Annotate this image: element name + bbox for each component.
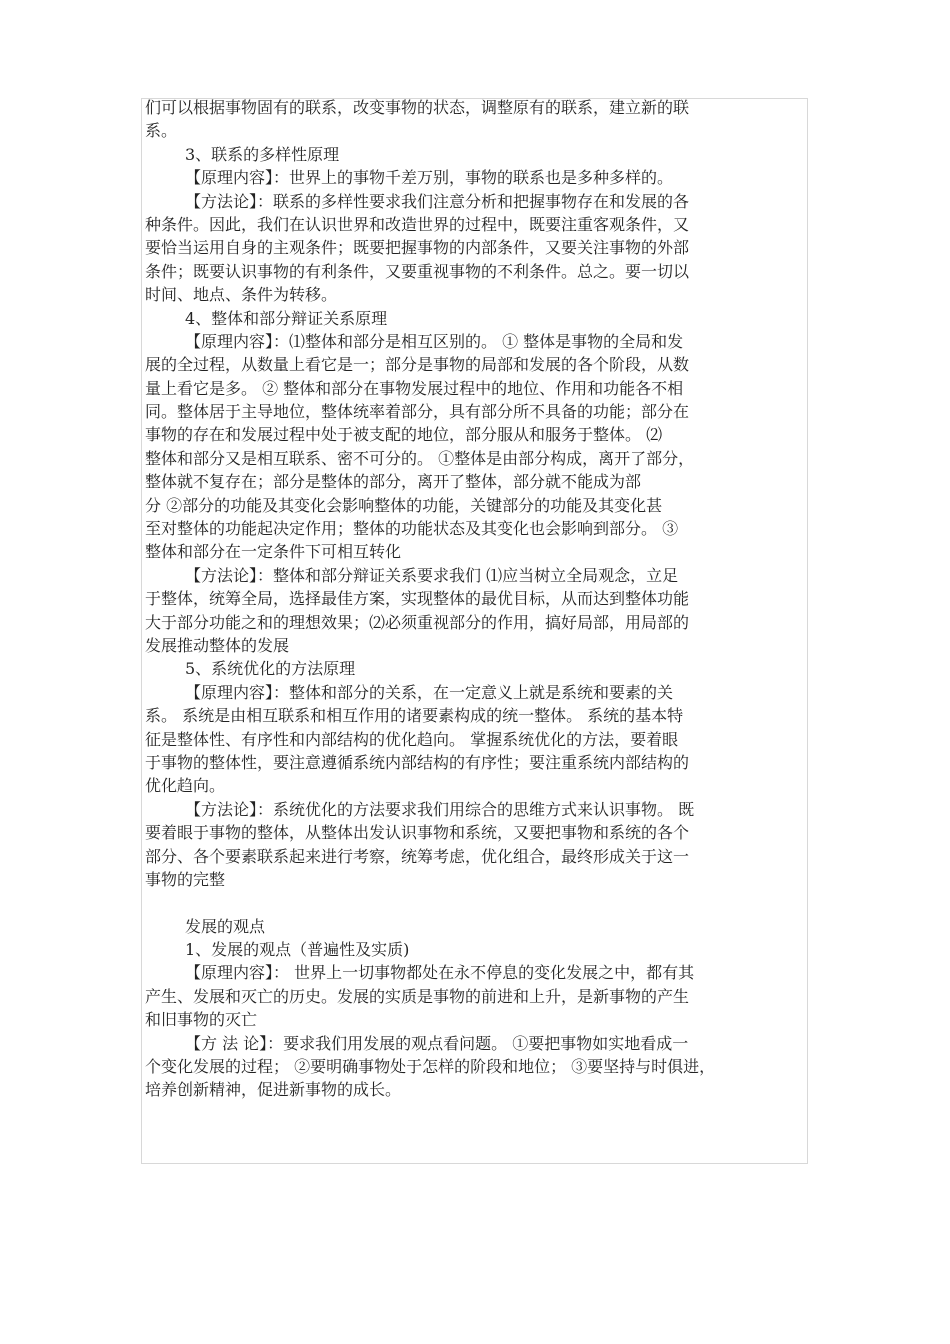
text-line: 系。 系统是由相互联系和相互作用的诸要素构成的统一整体。 系统的基本特 xyxy=(145,706,684,726)
text-line: 至对整体的功能起决定作用；整体的功能状态及其变化也会影响到部分。 ③ xyxy=(145,519,679,539)
text-line: 部分、各个要素联系起来进行考察，统筹考虑，优化组合，最终形成关于这一 xyxy=(145,846,690,866)
text-line: 【方法论】：系统优化的方法要求我们用综合的思维方式来认识事物。 既 xyxy=(185,799,695,819)
text-line: 5、系统优化的方法原理 xyxy=(185,659,356,679)
text-line: 个变化发展的过程； ②要明确事物处于怎样的阶段和地位； ③要坚持与时俱进， xyxy=(145,1057,716,1077)
text-line: 量上看它是多。 ② 整体和部分在事物发展过程中的地位、作用和功能各不相 xyxy=(145,378,684,398)
text-line: 分 ②部分的功能及其变化会影响整体的功能，关键部分的功能及其变化甚 xyxy=(145,495,663,515)
text-line: 优化趋向。 xyxy=(145,776,226,796)
text-line: 【原理内容】： 世界上一切事物都处在永不停息的变化发展之中，都有其 xyxy=(185,963,695,983)
text-line: 要着眼于事物的整体，从整体出发认识事物和系统，又要把事物和系统的各个 xyxy=(145,823,690,843)
text-line: 整体和部分在一定条件下可相互转化 xyxy=(145,542,402,562)
text-line: 发展的观点 xyxy=(185,916,266,936)
text-line: 系。 xyxy=(145,121,178,141)
text-line: 时间、地点、条件为转移。 xyxy=(145,285,338,305)
text-line: 于整体，统筹全局，选择最佳方案，实现整体的最优目标，从而达到整体功能 xyxy=(145,589,690,609)
text-line: 1、发展的观点（普遍性及实质) xyxy=(185,940,410,960)
text-line: 【方法论】：联系的多样性要求我们注意分析和把握事物存在和发展的各 xyxy=(185,191,690,211)
text-line: 和旧事物的灭亡 xyxy=(145,1010,258,1030)
text-line: 种条件。因此，我们在认识世界和改造世界的过程中，既要注重客观条件，又 xyxy=(145,214,690,234)
text-line: 整体就不复存在；部分是整体的部分，离开了整体，部分就不能成为部 xyxy=(145,472,642,492)
text-line: 征是整体性、有序性和内部结构的优化趋向。 掌握系统优化的方法，要着眼 xyxy=(145,729,679,749)
document-body xyxy=(145,96,810,1102)
blank-line xyxy=(145,891,810,914)
text-line: 们可以根据事物固有的联系，改变事物的状态，调整原有的联系，建立新的联 xyxy=(145,98,690,117)
text-line: 于事物的整体性，要注意遵循系统内部结构的有序性；要注重系统内部结构的 xyxy=(145,752,690,772)
text-line: 大于部分功能之和的理想效果；⑵必须重视部分的作用，搞好局部，用局部的 xyxy=(145,612,690,632)
text-line: 【原理内容】：整体和部分的关系，在一定意义上就是系统和要素的关 xyxy=(185,682,674,702)
text-line: 要恰当运用自身的主观条件；既要把握事物的内部条件，又要关注事物的外部 xyxy=(145,238,690,258)
text-line: 产生、发展和灭亡的历史。发展的实质是事物的前进和上升，是新事物的产生 xyxy=(145,986,690,1006)
text-line: 事物的完整 xyxy=(145,869,226,889)
text-line: 展的全过程，从数量上看它是一；部分是事物的局部和发展的各个阶段，从数 xyxy=(145,355,690,375)
text-line: 培养创新精神，促进新事物的成长。 xyxy=(145,1080,402,1100)
text-line: 【原理内容】：⑴整体和部分是相互区别的。 ① 整体是事物的全局和发 xyxy=(185,331,684,351)
text-line: 【方 法 论】：要求我们用发展的观点看问题。 ①要把事物如实地看成一 xyxy=(185,1033,689,1053)
text-line: 【方法论】：整体和部分辩证关系要求我们 ⑴应当树立全局观念，立足 xyxy=(185,565,679,585)
text-line: 发展推动整体的发展 xyxy=(145,635,290,655)
text-line: 事物的存在和发展过程中处于被支配的地位，部分服从和服务于整体。 ⑵ xyxy=(145,425,663,445)
text-line: 同。整体居于主导地位，整体统率着部分，具有部分所不具备的功能；部分在 xyxy=(145,402,690,422)
text-line: 【原理内容】：世界上的事物千差万别，事物的联系也是多种多样的。 xyxy=(185,168,674,188)
text-line: 4、整体和部分辩证关系原理 xyxy=(185,308,388,328)
text-line: 整体和部分又是相互联系、密不可分的。 ①整体是由部分构成，离开了部分， xyxy=(145,448,695,468)
text-line: 3、联系的多样性原理 xyxy=(185,144,340,164)
text-line: 条件；既要认识事物的有利条件，又要重视事物的不利条件。总之。要一切以 xyxy=(145,261,690,281)
